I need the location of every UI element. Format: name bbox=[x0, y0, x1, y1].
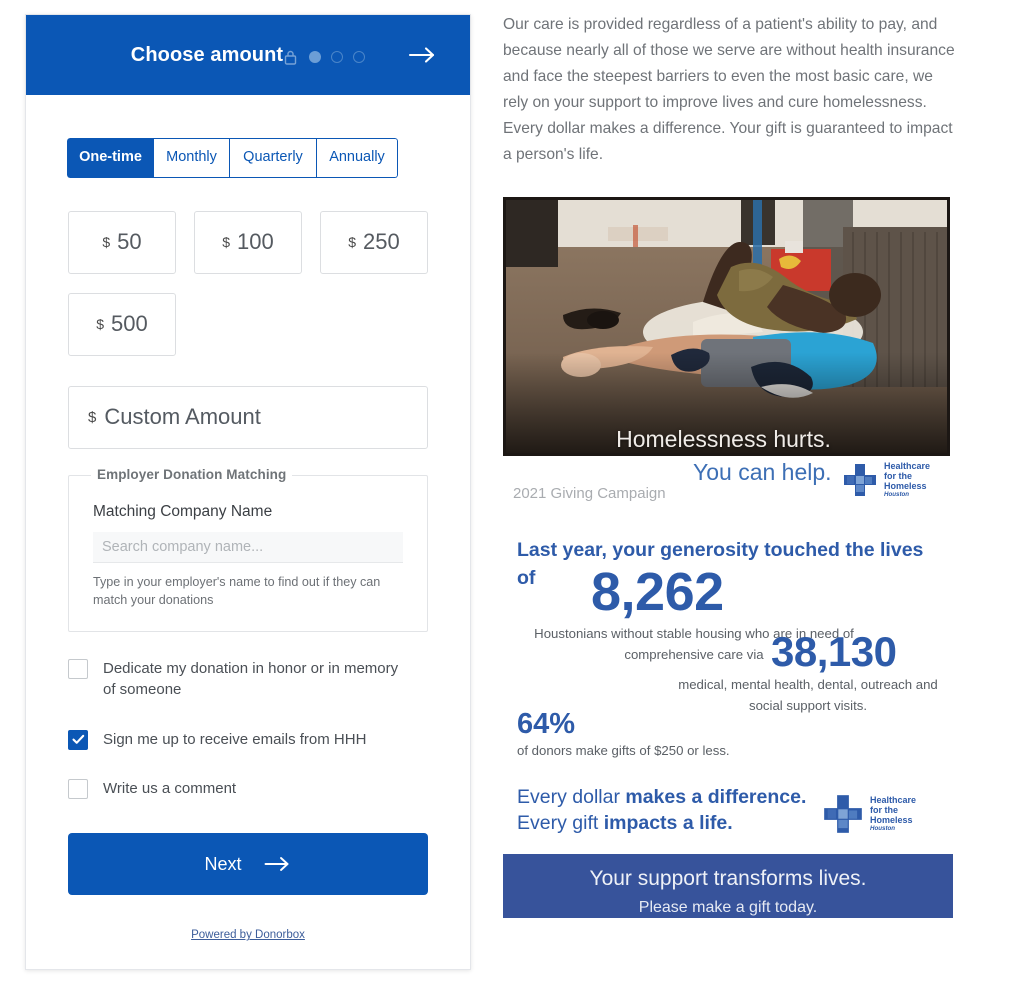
arrow-right-icon bbox=[264, 855, 292, 873]
step-indicator bbox=[309, 51, 365, 63]
arrow-right-icon bbox=[408, 45, 438, 65]
header-center-group bbox=[131, 44, 365, 67]
photo-subcaption: You can help. bbox=[693, 459, 832, 486]
step-dot-3[interactable] bbox=[353, 51, 365, 63]
cross-logo-icon bbox=[843, 463, 877, 497]
amount-value: 50 bbox=[117, 229, 142, 255]
form-header bbox=[26, 15, 470, 95]
currency-symbol: $ bbox=[88, 408, 97, 426]
options-checkbox-list bbox=[68, 658, 428, 799]
intro-paragraph: Our care is provided regardless of a patient's ability to pay, and because nearly all of those we serve are without health insurance and face the steepest barriers to even the most basic care, we rely on your support to improve lives and cure homelessness. Every dollar makes a difference. Your gift is guaranteed to impact a person's life. bbox=[503, 16, 955, 164]
amount-button-50[interactable] bbox=[68, 211, 176, 274]
logo-city: Houston bbox=[884, 491, 910, 499]
tagline-1-light: Every dollar bbox=[517, 786, 626, 809]
amount-value: 250 bbox=[363, 229, 400, 255]
employer-matching-section bbox=[68, 466, 428, 633]
logo-line-2: for the bbox=[884, 471, 912, 482]
header-next-arrow-button[interactable] bbox=[408, 45, 438, 65]
stat-caption-percent: of donors make gifts of $250 or less. bbox=[517, 743, 730, 759]
frequency-tab-group bbox=[67, 138, 398, 178]
campaign-label: 2021 Giving Campaign bbox=[513, 485, 666, 503]
matching-company-label: Matching Company Name bbox=[93, 502, 273, 520]
currency-symbol: $ bbox=[222, 234, 231, 251]
tagline-2-bold: impacts a life. bbox=[603, 812, 733, 835]
company-search-input[interactable] bbox=[93, 532, 403, 563]
email-signup-checkbox[interactable] bbox=[68, 730, 88, 750]
comment-checkbox-label: Write us a comment bbox=[103, 780, 237, 798]
cross-logo-icon bbox=[823, 794, 863, 834]
stat-caption-lives: Houstonians without stable housing who are in need of comprehensive care via bbox=[534, 626, 854, 662]
tab-annually[interactable]: Annually bbox=[317, 138, 398, 178]
custom-amount-placeholder: Custom Amount bbox=[104, 404, 261, 430]
company-search-placeholder: Search company name... bbox=[102, 538, 264, 555]
amount-value: 500 bbox=[111, 311, 148, 337]
currency-symbol: $ bbox=[96, 316, 105, 333]
checkbox-row-dedicate[interactable] bbox=[68, 658, 428, 701]
checkbox-row-comment[interactable] bbox=[68, 778, 428, 799]
photo-subcaption-row bbox=[503, 456, 963, 520]
impact-stats-block bbox=[503, 536, 963, 854]
logo-line-1: Healthcare bbox=[884, 461, 931, 472]
custom-amount-input[interactable] bbox=[68, 386, 428, 449]
banner-line-1: Your support transforms lives. bbox=[589, 867, 867, 891]
tagline-2-light: Every gift bbox=[517, 812, 604, 835]
hhh-logo-bottom bbox=[823, 794, 916, 834]
logo-line-1: Healthcare bbox=[870, 795, 917, 806]
powered-by-footer bbox=[68, 925, 428, 943]
stat-number-percent: 64% bbox=[517, 708, 576, 741]
tagline-every-gift bbox=[517, 812, 733, 835]
amount-button-250[interactable] bbox=[320, 211, 428, 274]
form-body bbox=[26, 138, 470, 943]
stats-headline: Last year, your generosity touched the lives of bbox=[517, 539, 924, 590]
donation-form-card bbox=[25, 14, 471, 970]
amount-button-100[interactable] bbox=[194, 211, 302, 274]
step-dot-2[interactable] bbox=[331, 51, 343, 63]
tab-monthly[interactable]: Monthly bbox=[154, 138, 230, 178]
logo-line-3: Homeless bbox=[870, 815, 913, 826]
banner-line-2: Please make a gift today. bbox=[638, 899, 818, 917]
hhh-wordmark bbox=[884, 461, 930, 499]
step-dot-1[interactable] bbox=[309, 51, 321, 63]
checkbox-row-emails[interactable] bbox=[68, 729, 428, 750]
dedicate-checkbox[interactable] bbox=[68, 659, 88, 679]
next-button-label: Next bbox=[204, 853, 242, 874]
dedicate-checkbox-label: Dedicate my donation in honor or in memory of someone bbox=[103, 660, 399, 699]
lock-icon bbox=[284, 50, 297, 65]
tab-one-time[interactable]: One-time bbox=[67, 138, 154, 178]
tagline-1-bold: makes a difference. bbox=[625, 786, 807, 809]
stat-caption-visits: medical, mental health, dental, outreach and social support visits. bbox=[678, 677, 938, 713]
stat-number-visits: 38,130 bbox=[771, 628, 897, 676]
stat-number-lives: 8,262 bbox=[591, 562, 724, 623]
bottom-cta-banner bbox=[503, 854, 953, 918]
photo-illustration bbox=[503, 197, 950, 456]
tagline-every-dollar bbox=[517, 786, 806, 809]
tab-quarterly[interactable]: Quarterly bbox=[230, 138, 317, 178]
right-content-column bbox=[503, 0, 963, 918]
logo-line-3: Homeless bbox=[884, 481, 927, 492]
amount-value: 100 bbox=[237, 229, 274, 255]
photo-caption: Homelessness hurts. bbox=[616, 426, 831, 453]
check-icon bbox=[72, 734, 85, 745]
currency-symbol: $ bbox=[348, 234, 357, 251]
hhh-wordmark bbox=[870, 795, 916, 833]
logo-line-2: for the bbox=[870, 805, 898, 816]
employer-matching-help-text: Type in your employer's name to find out if they can match your donations bbox=[93, 574, 381, 607]
currency-symbol: $ bbox=[102, 234, 111, 251]
employer-matching-legend: Employer Donation Matching bbox=[91, 467, 292, 482]
amount-button-500[interactable] bbox=[68, 293, 176, 356]
comment-checkbox[interactable] bbox=[68, 779, 88, 799]
donorbox-link[interactable]: Powered by Donorbox bbox=[191, 929, 305, 942]
page-title: Choose amount bbox=[130, 43, 284, 66]
hhh-logo-top bbox=[843, 461, 930, 499]
amount-button-grid bbox=[68, 211, 428, 356]
next-button[interactable] bbox=[68, 833, 428, 895]
email-signup-checkbox-label: Sign me up to receive emails from HHH bbox=[103, 730, 367, 748]
logo-city: Houston bbox=[870, 825, 896, 833]
campaign-photo bbox=[503, 197, 950, 456]
